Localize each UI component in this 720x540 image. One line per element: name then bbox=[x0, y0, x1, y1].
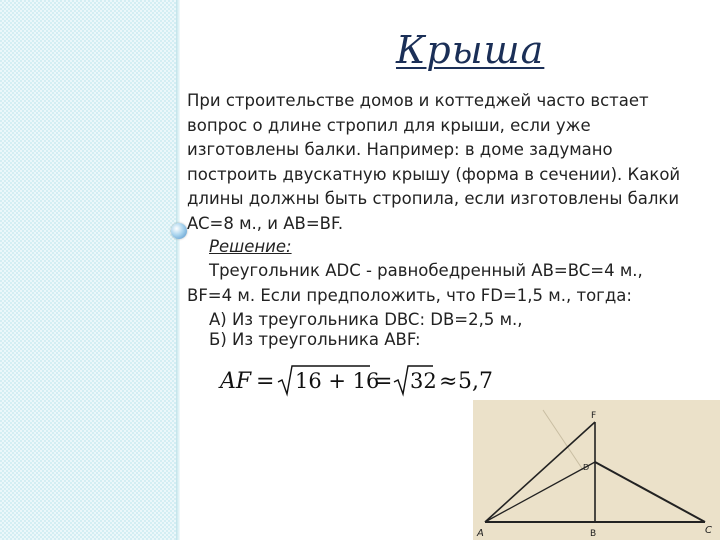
label-f: F bbox=[591, 411, 597, 421]
step-b bbox=[209, 328, 421, 353]
formula-result: 5,7 bbox=[458, 369, 493, 394]
step-a: А) Из треугольника DBC: DB=2,5 м., bbox=[209, 310, 523, 329]
formula-radicand-2: 32 bbox=[410, 369, 437, 393]
formula-eq-1: = bbox=[256, 369, 275, 394]
bullet-icon bbox=[171, 223, 187, 239]
formula-approx: ≈ bbox=[439, 369, 458, 394]
triangle-line: Треугольник ADC - равнобедренный AB=BC=4 м., bbox=[209, 261, 643, 280]
label-d: D bbox=[583, 463, 590, 472]
bf-line: BF=4 м. Если предположить, что FD=1,5 м., тогда: bbox=[187, 286, 632, 305]
formula-eq-2: = bbox=[374, 369, 393, 394]
formula bbox=[218, 362, 498, 398]
label-c: C bbox=[705, 525, 712, 536]
label-a: A bbox=[477, 528, 484, 539]
slide-title: Крыша bbox=[396, 28, 545, 72]
roof-diagram bbox=[473, 400, 720, 540]
formula-lhs: AF bbox=[220, 369, 252, 394]
problem-paragraph: При строительстве домов и коттеджей часто встает вопрос о длине стропил для крыши, если уже изготовлены балки. Например: в доме задумано построить двускатную крышу (форма в сечении). Какой длины должны быть стропила, если изготовлены балки AC=8 м., и AB=BF. bbox=[187, 91, 681, 233]
formula-radicand-1: 16 + 16 bbox=[295, 369, 380, 393]
diagram-background bbox=[473, 400, 720, 540]
label-b: B bbox=[590, 529, 597, 539]
side-panel-edge bbox=[176, 0, 180, 540]
solution-label: Решение: bbox=[209, 237, 292, 256]
step-b-text: Б) Из треугольника ABF: bbox=[209, 330, 421, 349]
decorative-side-panel bbox=[0, 0, 180, 540]
